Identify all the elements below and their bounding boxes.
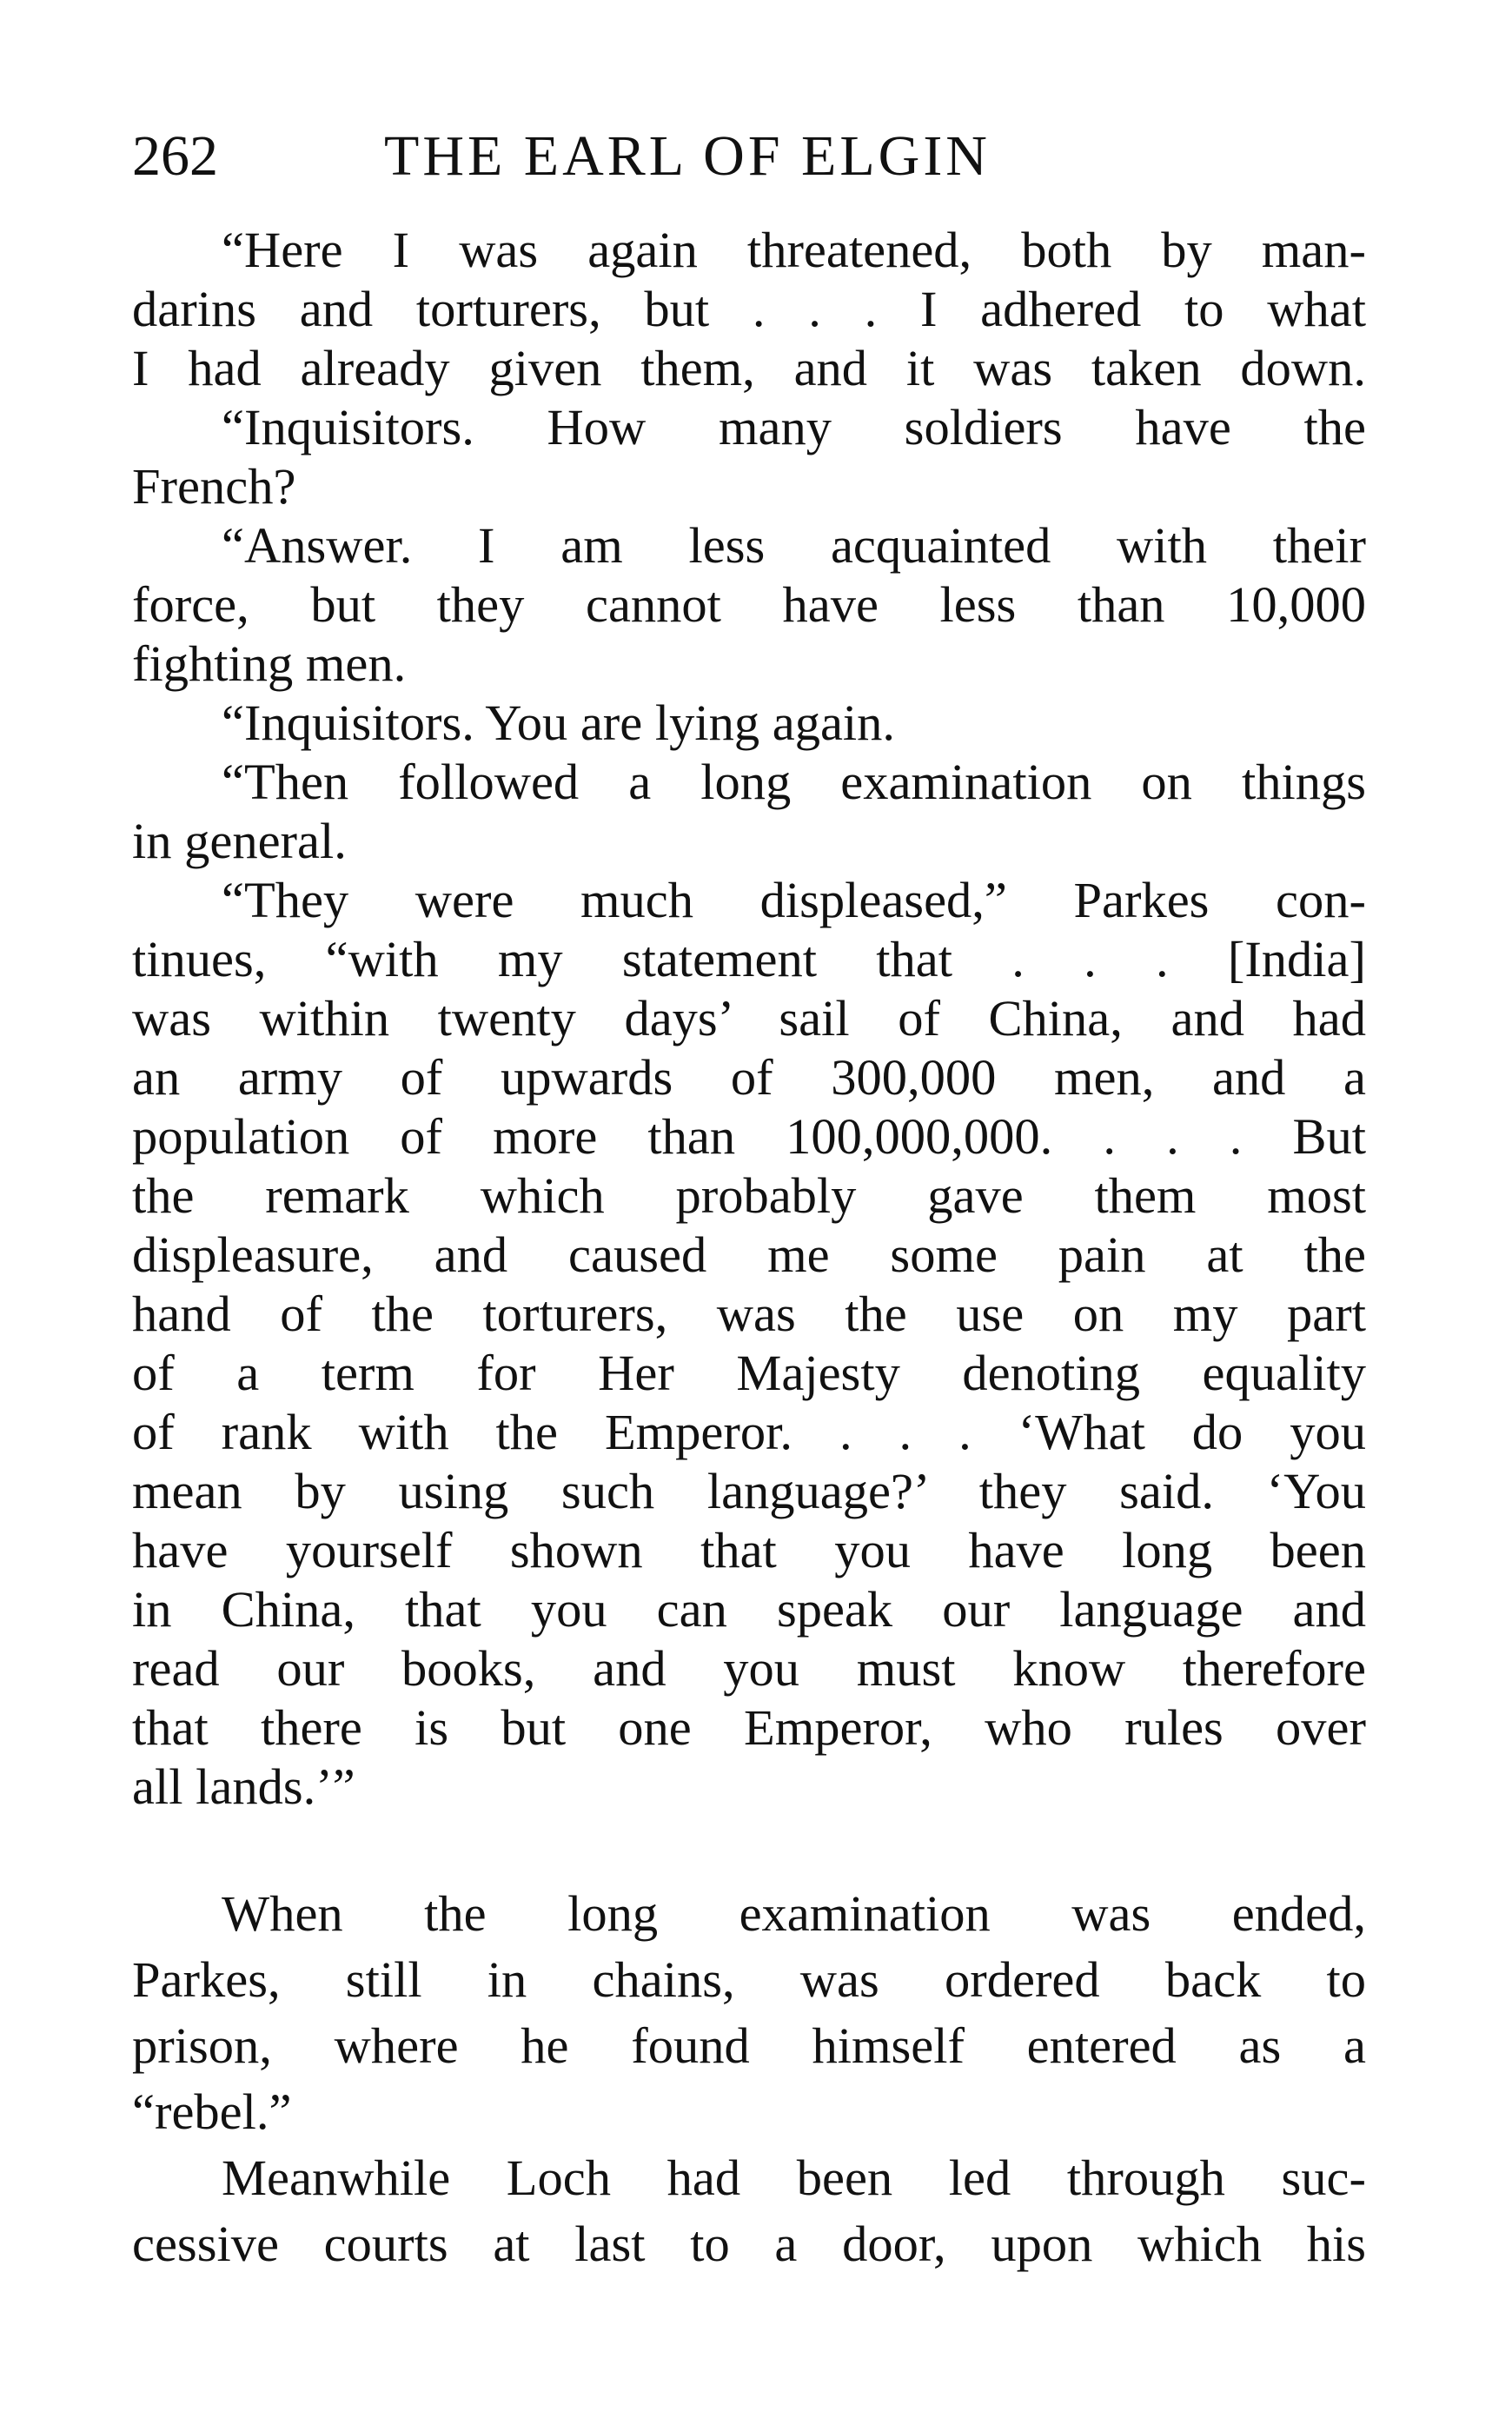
text-line: prison, where he found himself entered as a [132,2017,1366,2074]
text-line: French? [132,458,296,515]
text-line: I had already given them, and it was taken down. [132,340,1366,396]
text-line: displeasure, and caused me some pain at the [132,1226,1366,1283]
text-line: an army of upwards of 300,000 men, and a [132,1049,1366,1106]
text-line: population of more than 100,000,000. . . . But [132,1108,1366,1165]
text-line: darins and torturers, but . . . I adhered to what [132,281,1366,337]
text-line: “They were much displeased,” Parkes con- [222,872,1366,928]
text-line: fighting men. [132,635,407,692]
text-line: in China, that you can speak our language and [132,1581,1366,1638]
text-line: “Here I was again threatened, both by man- [222,222,1366,278]
text-line: tinues, “with my statement that . . . [India] [132,931,1366,987]
text-line: “Then followed a long examination on things [222,754,1366,810]
text-line: hand of the torturers, was the use on my part [132,1286,1366,1342]
text-line: that there is but one Emperor, who rules over [132,1699,1366,1756]
text-line: cessive courts at last to a door, upon which his [132,2216,1366,2272]
text-line: the remark which probably gave them most [132,1167,1366,1224]
text-line: Meanwhile Loch had been led through suc- [222,2150,1366,2206]
text-line: “Answer. I am less acquainted with their [222,517,1366,574]
text-line: of rank with the Emperor. . . . ‘What do you [132,1404,1366,1460]
text-line: of a term for Her Majesty denoting equality [132,1345,1366,1401]
text-line: have yourself shown that you have long been [132,1522,1366,1578]
text-line: When the long examination was ended, [222,1885,1366,1942]
text-line: “Inquisitors. You are lying again. [222,694,896,751]
text-line: in general. [132,813,347,869]
text-line: read our books, and you must know therefore [132,1640,1366,1697]
text-line: “Inquisitors. How many soldiers have the [222,399,1366,455]
text-line: “rebel.” [132,2083,292,2140]
text-line: mean by using such language?’ they said. ‘You [132,1463,1366,1519]
text-line: was within twenty days’ sail of China, and had [132,990,1366,1047]
running-title: THE EARL OF ELGIN [384,124,991,188]
page-header [132,122,1366,191]
text-line: all lands.’” [132,1758,355,1815]
text-line: Parkes, still in chains, was ordered back to [132,1951,1366,2008]
text-line: force, but they cannot have less than 10,000 [132,576,1366,633]
page-number: 262 [132,124,218,188]
